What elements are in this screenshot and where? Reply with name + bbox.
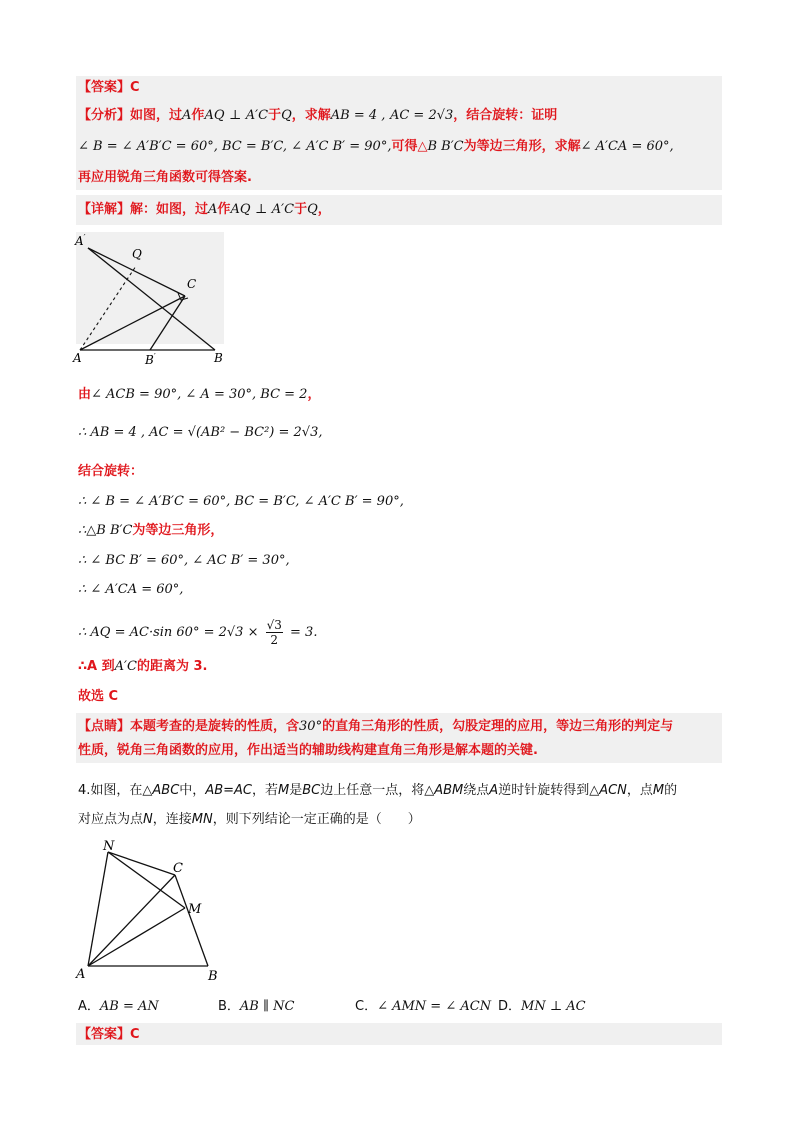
option-c: C．∠ AMN = ∠ ACN [355, 999, 492, 1014]
step-3: 结合旋转： [78, 464, 144, 479]
segment-c-b [175, 875, 208, 966]
label-a: A [73, 351, 82, 365]
answer-line-2: 【答案】C [78, 1027, 140, 1042]
step-9: ∴A 到A′C的距离为 3. [78, 659, 208, 674]
step-2: ∴ AB = 4 , AC = √(AB² − BC²) = 2√3, [78, 425, 323, 440]
detail-line-1: 【详解】解：如图，过A作AQ ⊥ A′C于Q， [78, 202, 331, 217]
step-10: 故选 C [78, 689, 119, 704]
label-c: C [173, 861, 183, 876]
answer-block-3 [76, 1023, 722, 1045]
option-a: A．AB = AN [78, 999, 159, 1014]
step-4: ∴ ∠ B = ∠ A′B′C = 60°, BC = B′C, ∠ A′C B′ = 90°, [78, 494, 404, 509]
step-5: ∴△B B′C为等边三角形， [78, 523, 224, 538]
step-1: 由∠ ACB = 90°, ∠ A = 30°, BC = 2， [78, 387, 321, 402]
label-c: C [187, 277, 197, 291]
fraction-denominator: 2 [270, 633, 279, 647]
fraction [266, 618, 283, 647]
label-b: B [208, 969, 218, 984]
step-8: ∴ AQ = AC·sin 60° = 2√3 × $\frac{√3}{2}$ = 3. [78, 618, 318, 647]
label-a: A [76, 967, 86, 982]
question-4-line-1: 4.如图，在△ABC中，AB=AC，若M是BC边上任意一点，将△ABM绕点A逆时针旋转得到△ACN，点M的 [78, 783, 678, 798]
analysis-line-1: 【分析】如图，过A作AQ ⊥ A′C于Q，求解AB = 4 , AC = 2√3，结合旋转：证明 [78, 108, 558, 123]
figure-1 [70, 228, 230, 368]
label-b: B [214, 351, 223, 365]
option-b: B．AB ∥ NC [218, 999, 295, 1014]
label-m: M [188, 902, 202, 917]
figure-2 [70, 838, 230, 988]
comment-line-1: 【点睛】本题考查的是旋转的性质，含30°的直角三角形的性质，勾股定理的应用，等边三角形的判定与 [78, 719, 674, 734]
step-7: ∴ ∠ A′CA = 60°, [78, 582, 184, 597]
fraction-numerator: √3 [266, 618, 282, 632]
answer-line: 【答案】C [78, 80, 140, 95]
analysis-line-2: ∠ B = ∠ A′B′C = 60°, BC = B′C, ∠ A′C B′ = 90°,可得△B B′C为等边三角形，求解∠ A′CA = 60°, [78, 139, 674, 154]
segment-a-m [88, 908, 185, 966]
label-q: Q [132, 247, 142, 261]
question-4-line-2: 对应点为点N，连接MN，则下列结论一定正确的是（ ） [78, 812, 421, 827]
segment-n-c [108, 852, 175, 875]
label-b-prime: B′ [145, 352, 156, 367]
label-a-prime: A′ [75, 233, 86, 248]
step-6: ∴ ∠ BC B′ = 60°, ∠ AC B′ = 30°, [78, 553, 290, 568]
figure-1-background [76, 232, 224, 344]
analysis-line-3: 再应用锐角三角函数可得答案. [78, 170, 252, 185]
option-d: D．MN ⊥ AC [498, 999, 586, 1014]
label-n: N [103, 839, 115, 854]
comment-line-2: 性质，锐角三角函数的应用，作出适当的辅助线构建直角三角形是解本题的关键. [78, 743, 538, 758]
